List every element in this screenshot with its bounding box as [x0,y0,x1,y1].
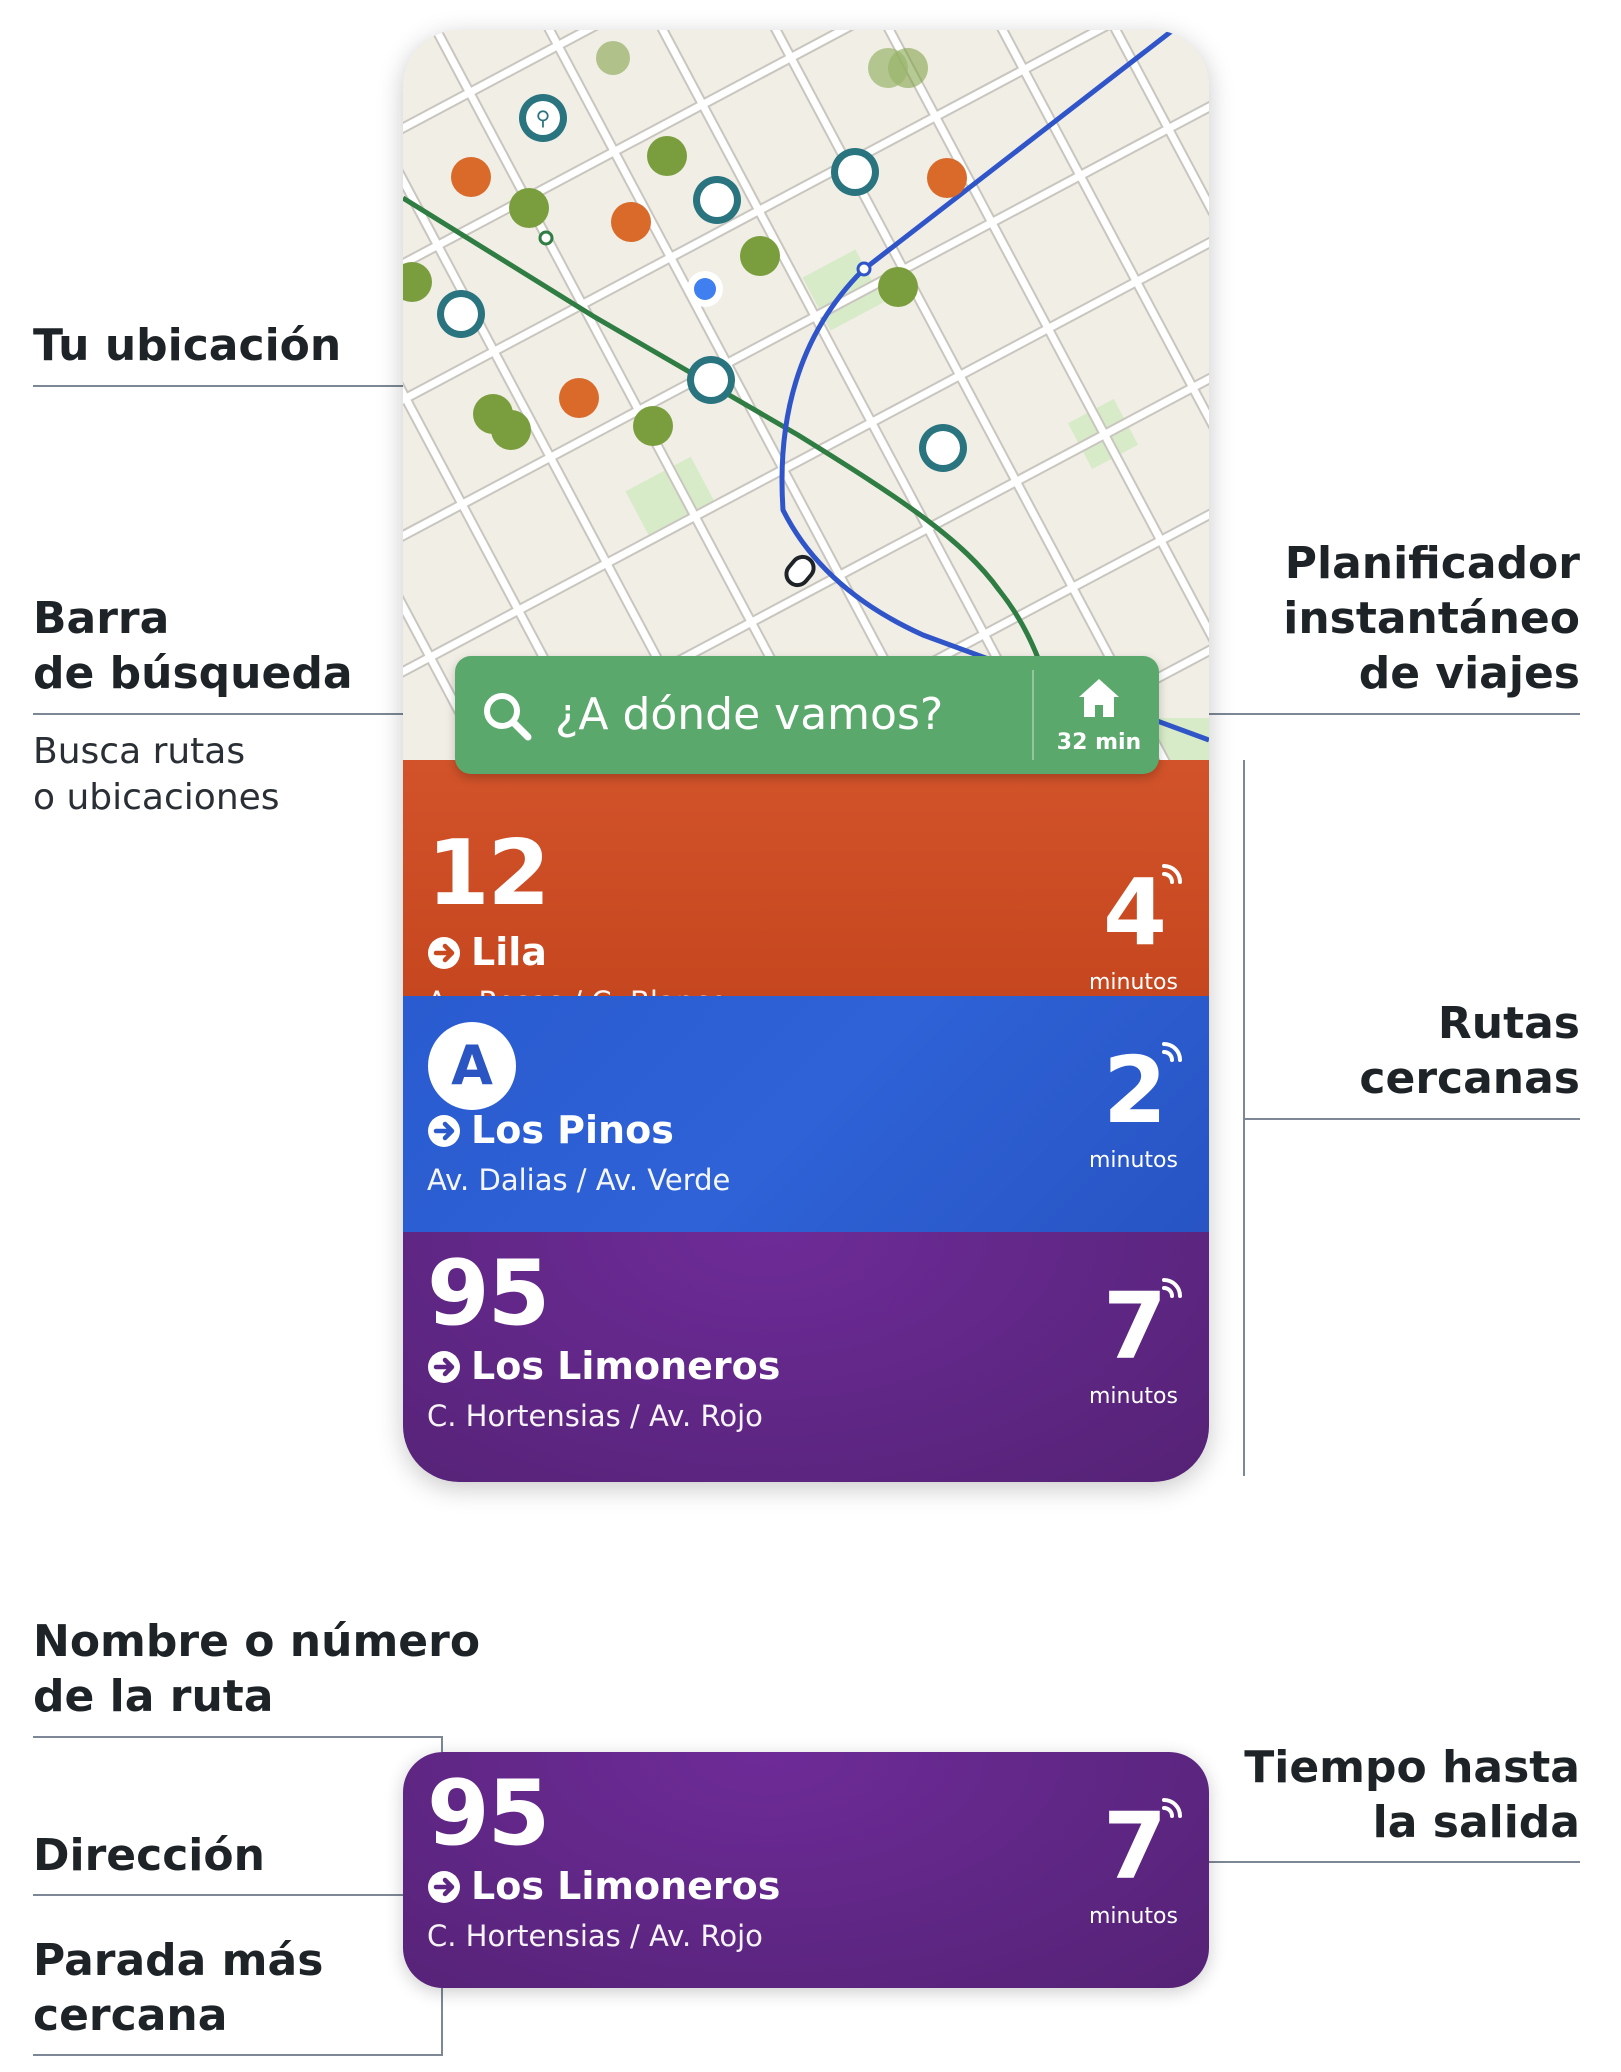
bike-pin-icon [693,176,741,224]
route-stop: C. Hortensias / Av. Rojo [427,1399,763,1433]
realtime-signal-icon [1158,1796,1188,1830]
departure-unit: minutos [1089,1904,1178,1929]
bike-pin-icon [831,148,879,196]
route-card-detail[interactable]: 95 Los Limoneros C. Hortensias / Av. Rojo 7 minutos [403,1752,1209,1988]
label-nearest-stop: Parada más cercana [33,1935,324,2041]
search-bar[interactable] [455,656,1159,774]
leader-line-nearby [1243,1118,1580,1120]
scooter-pin-icon [596,41,630,75]
car-pin-icon [611,202,651,242]
scooter-pin-icon [633,406,673,446]
scooter-pin-icon [878,267,918,307]
route-number: 95 [427,1241,549,1346]
leader-line-route-name-h [33,1736,443,1738]
departure-time: 4 [1103,859,1168,966]
departure-time: 7 [1103,1793,1168,1900]
car-pin-icon [927,158,967,198]
departure-unit: minutos [1089,1384,1178,1409]
map-view[interactable] [403,30,1209,760]
label-departure-time: Tiempo hasta la salida [1244,1742,1580,1848]
scooter-pin-icon [509,188,549,228]
realtime-signal-icon [1158,862,1188,896]
route-card-a[interactable]: A Los Pinos Av. Dalias / Av. Verde 2 minutos [403,996,1209,1232]
label-your-location: Tu ubicación [33,320,342,371]
label-nearby-routes: Rutas cercanas [1359,998,1580,1104]
arrow-right-circle-icon [427,1870,461,1904]
search-icon [481,690,533,742]
leader-line-direction [33,1894,428,1896]
bike-pin-icon [519,94,567,142]
leader-line-departure [1192,1861,1580,1863]
home-trip-time: 32 min [1056,730,1142,755]
realtime-signal-icon [1158,1276,1188,1310]
scooter-pin-icon [740,236,780,276]
home-icon [1076,676,1122,720]
route-number: 12 [427,821,549,926]
label-route-name: Nombre o número de la ruta [33,1616,481,1722]
label-direction: Dirección [33,1830,265,1881]
search-divider [1032,670,1034,760]
arrow-right-circle-icon [427,936,461,970]
route-card-12[interactable]: 12 Lila 4 minutos [403,760,1209,996]
route-stop: C. Hortensias / Av. Rojo [427,1919,763,1953]
home-trip-button[interactable] [1039,656,1159,774]
scooter-pin-icon [647,136,687,176]
departure-unit: minutos [1089,970,1178,995]
bike-pin-icon [919,424,967,472]
route-letter-badge: A [428,1022,516,1110]
scooter-pin-icon [491,410,531,450]
route-number: 95 [427,1761,549,1866]
bike-pin-icon [437,290,485,338]
realtime-signal-icon [1158,1040,1188,1074]
route-card-95[interactable]: 95 Los Limoneros C. Hortensias / Av. Rojo 7 minutos [403,1232,1209,1482]
search-input[interactable]: ¿A dónde vamos? [555,689,944,740]
label-trip-planner: Planificador instantáneo de viajes [1283,538,1580,699]
car-pin-icon [451,157,491,197]
departure-time: 2 [1103,1037,1168,1144]
user-location-icon [687,271,723,307]
scooter-pin-icon [868,48,928,88]
arrow-right-circle-icon [427,1114,461,1148]
route-stop: Av. Dalias / Av. Verde [427,1163,731,1197]
label-search-bar: Barra de búsqueda [33,593,353,699]
car-pin-icon [559,378,599,418]
departure-time: 7 [1103,1273,1168,1380]
bike-pin-icon [687,356,735,404]
phone-screen [403,30,1209,1482]
label-search-desc: Busca rutas o ubicaciones [33,731,280,818]
leader-line-stop-h [33,2054,443,2056]
arrow-right-circle-icon [427,1350,461,1384]
svg-text:⚲: ⚲ [535,106,551,130]
departure-unit: minutos [1089,1148,1178,1173]
